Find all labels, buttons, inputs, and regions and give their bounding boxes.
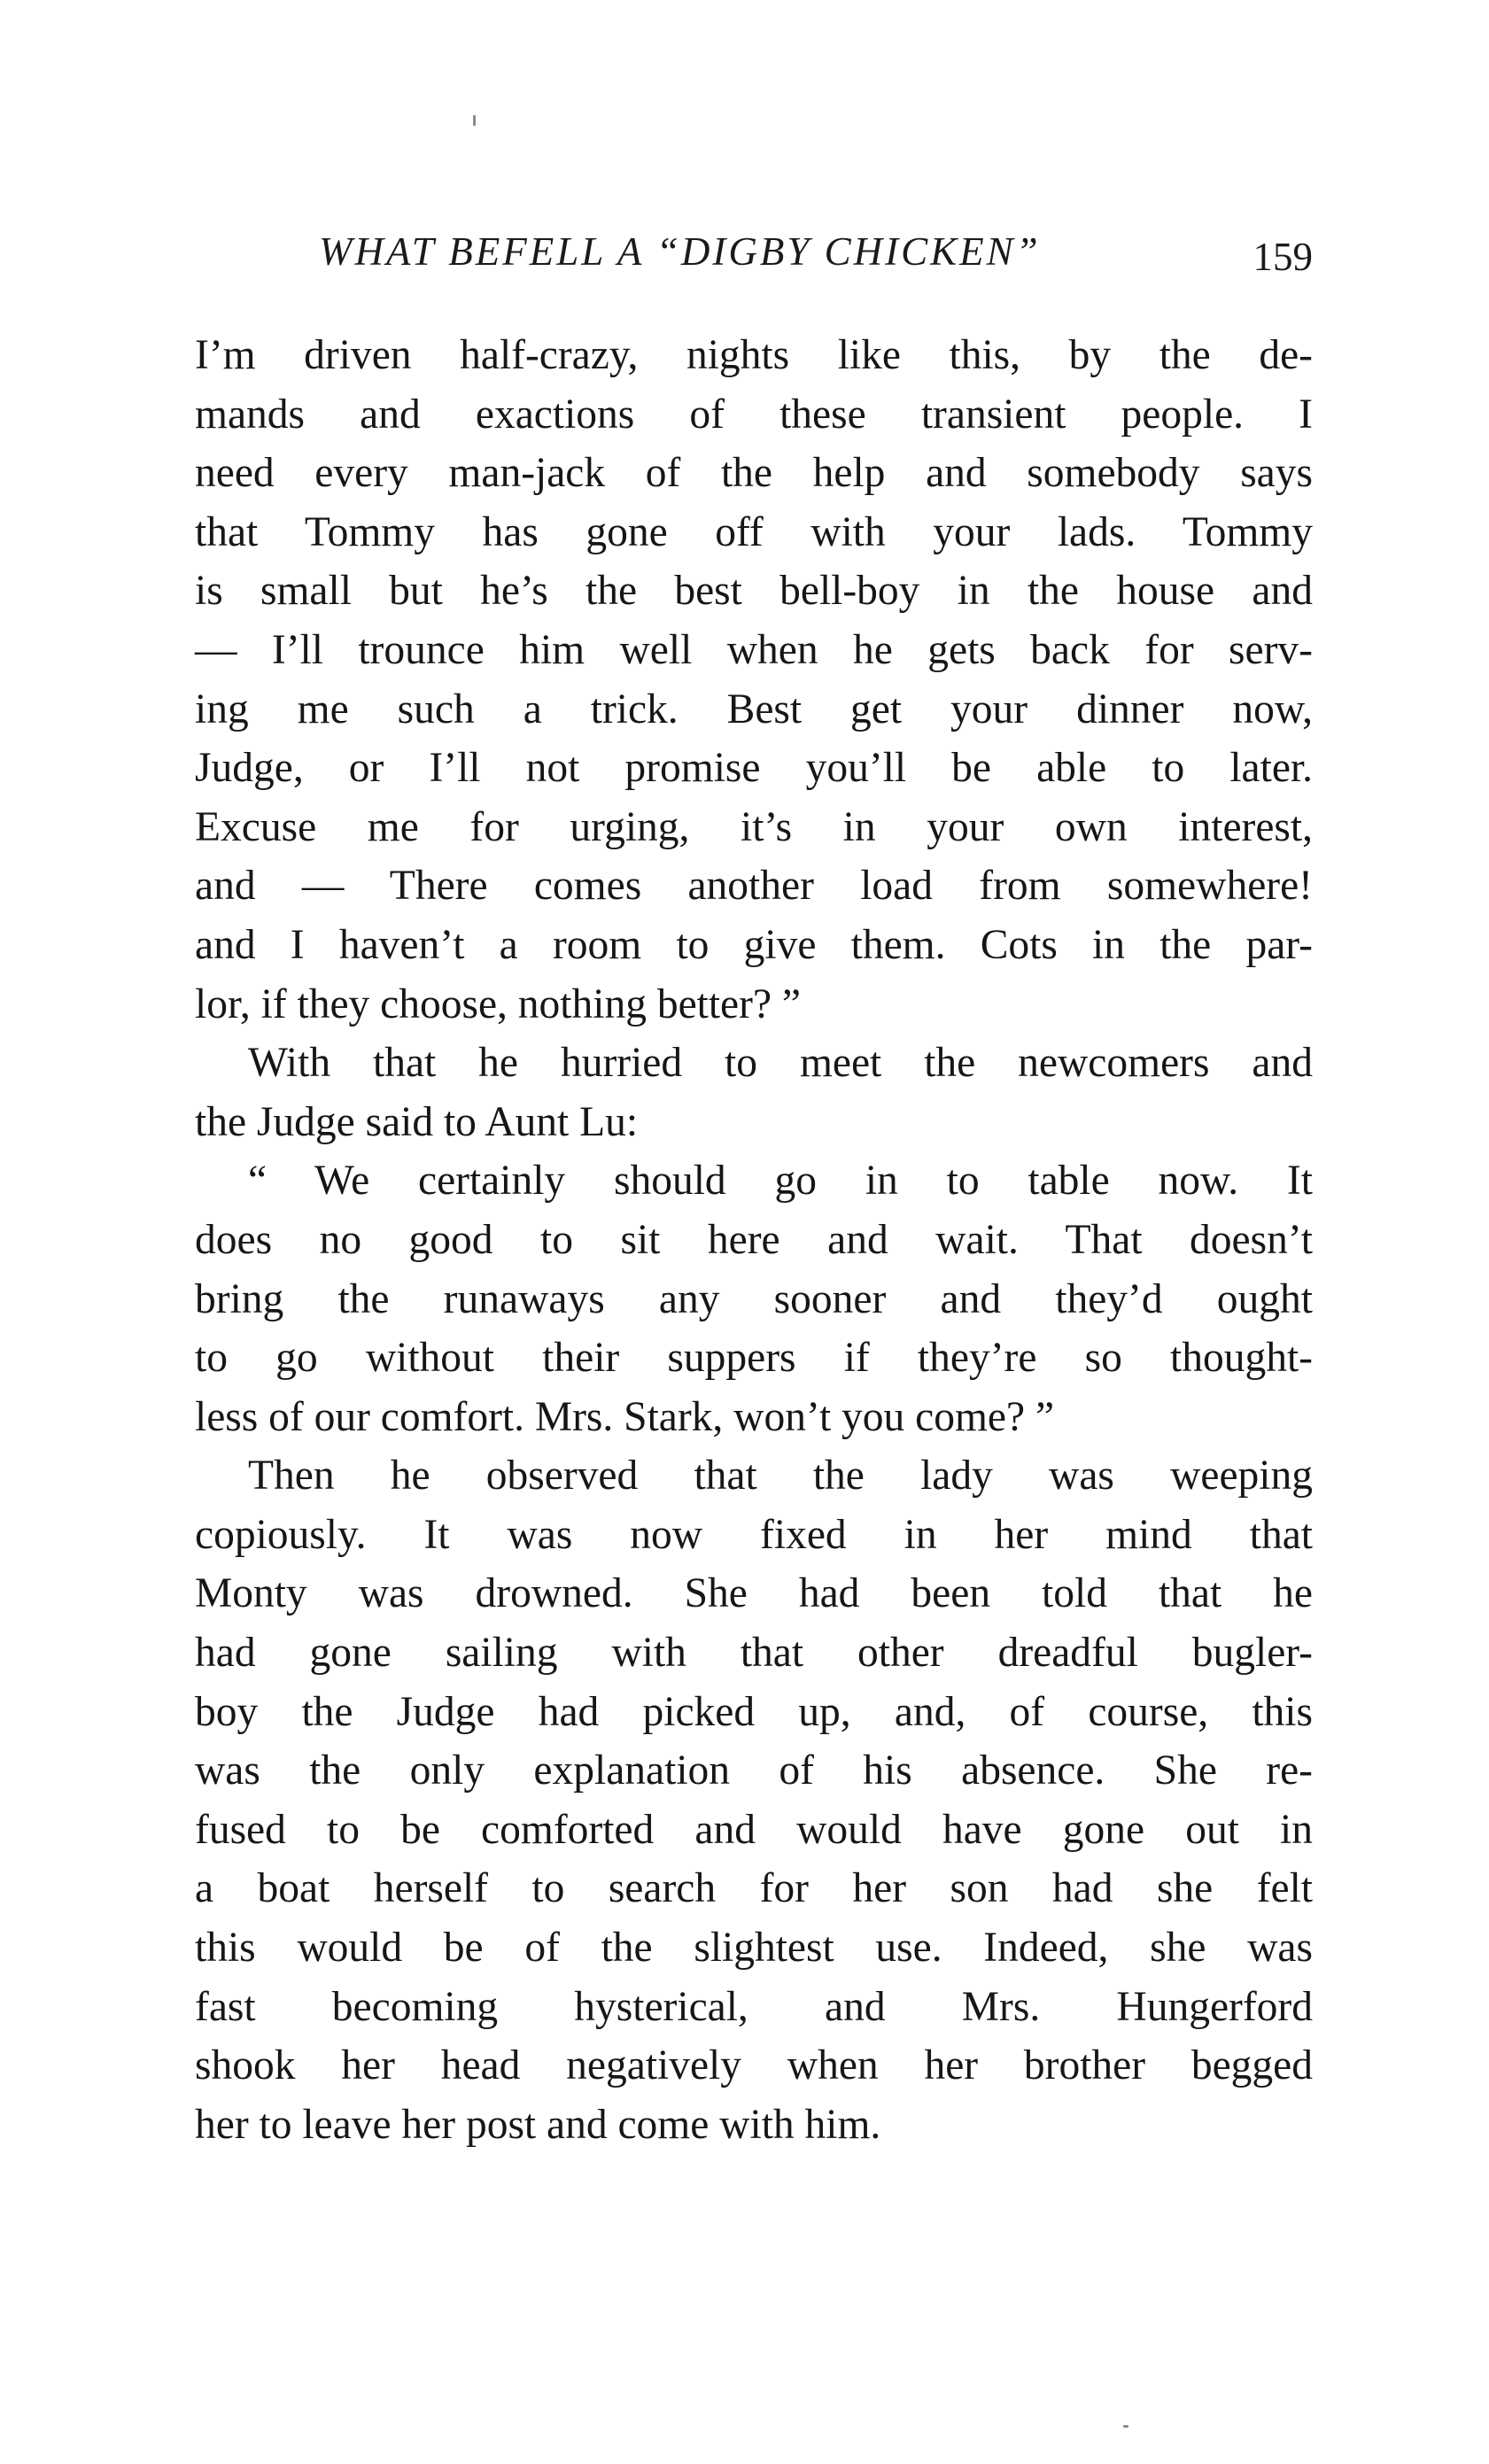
text-line: does no good to sit here and wait. That doesn’t <box>195 1216 1313 1263</box>
body-text <box>195 326 1313 2154</box>
text-line: lor, if they choose, nothing better? ” <box>195 980 801 1027</box>
text-line: fused to be comforted and would have gone out in <box>195 1806 1313 1853</box>
text-line: fast becoming hysterical, and Mrs. Hungerford <box>195 1983 1313 2030</box>
text-line: and — There comes another load from somewhere! <box>195 863 1313 910</box>
page-number: 159 <box>1252 235 1313 279</box>
text-line: With that he hurried to meet the newcomers and <box>248 1040 1313 1087</box>
text-line: this would be of the slightest use. Indeed, she was <box>195 1925 1313 1972</box>
running-head <box>195 229 1313 282</box>
text-line: had gone sailing with that other dreadful bugler- <box>195 1630 1313 1677</box>
text-line: and I haven’t a room to give them. Cots in the par- <box>195 921 1313 968</box>
text-line: Then he observed that the lady was weeping <box>248 1453 1313 1499</box>
text-line: less of our comfort. Mrs. Stark, won’t you come? ” <box>195 1393 1055 1440</box>
text-line: need every man-jack of the help and somebody says <box>195 450 1313 497</box>
text-line: boy the Judge had picked up, and, of course, this <box>195 1688 1313 1735</box>
running-head-title: WHAT BEFELL A “DIGBY CHICKEN” <box>319 229 1041 274</box>
text-line: bring the runaways any sooner and they’d ought <box>195 1275 1313 1322</box>
text-line: the Judge said to Aunt Lu: <box>195 1098 639 1145</box>
text-line: I’m driven half-crazy, nights like this, by the de- <box>195 332 1313 378</box>
text-line: that Tommy has gone off with your lads. Tommy <box>195 508 1313 555</box>
page-speck <box>473 115 476 126</box>
text-line: shook her head negatively when her brother begged <box>195 2042 1313 2089</box>
text-line: to go without their suppers if they’re so thought- <box>195 1335 1313 1382</box>
text-line: mands and exactions of these transient people. I <box>195 391 1313 438</box>
text-line: a boat herself to search for her son had she felt <box>195 1865 1313 1912</box>
text-line: is small but he’s the best bell-boy in the house and <box>195 568 1313 615</box>
page-speck <box>1123 2425 1128 2428</box>
text-line: her to leave her post and come with him. <box>195 2101 881 2148</box>
text-line: was the only explanation of his absence. She re- <box>195 1747 1313 1794</box>
text-line: “ We certainly should go in to table now. It <box>248 1158 1313 1205</box>
text-line: copiously. It was now fixed in her mind that <box>195 1511 1313 1558</box>
text-line: Monty was drowned. She had been told that he <box>195 1570 1313 1617</box>
text-line: Excuse me for urging, it’s in your own interest, <box>195 803 1313 850</box>
text-line: — I’ll trounce him well when he gets back for serv- <box>195 626 1313 673</box>
text-line: ing me such a trick. Best get your dinner now, <box>195 686 1313 732</box>
text-line: Judge, or I’ll not promise you’ll be able to later. <box>195 745 1313 792</box>
